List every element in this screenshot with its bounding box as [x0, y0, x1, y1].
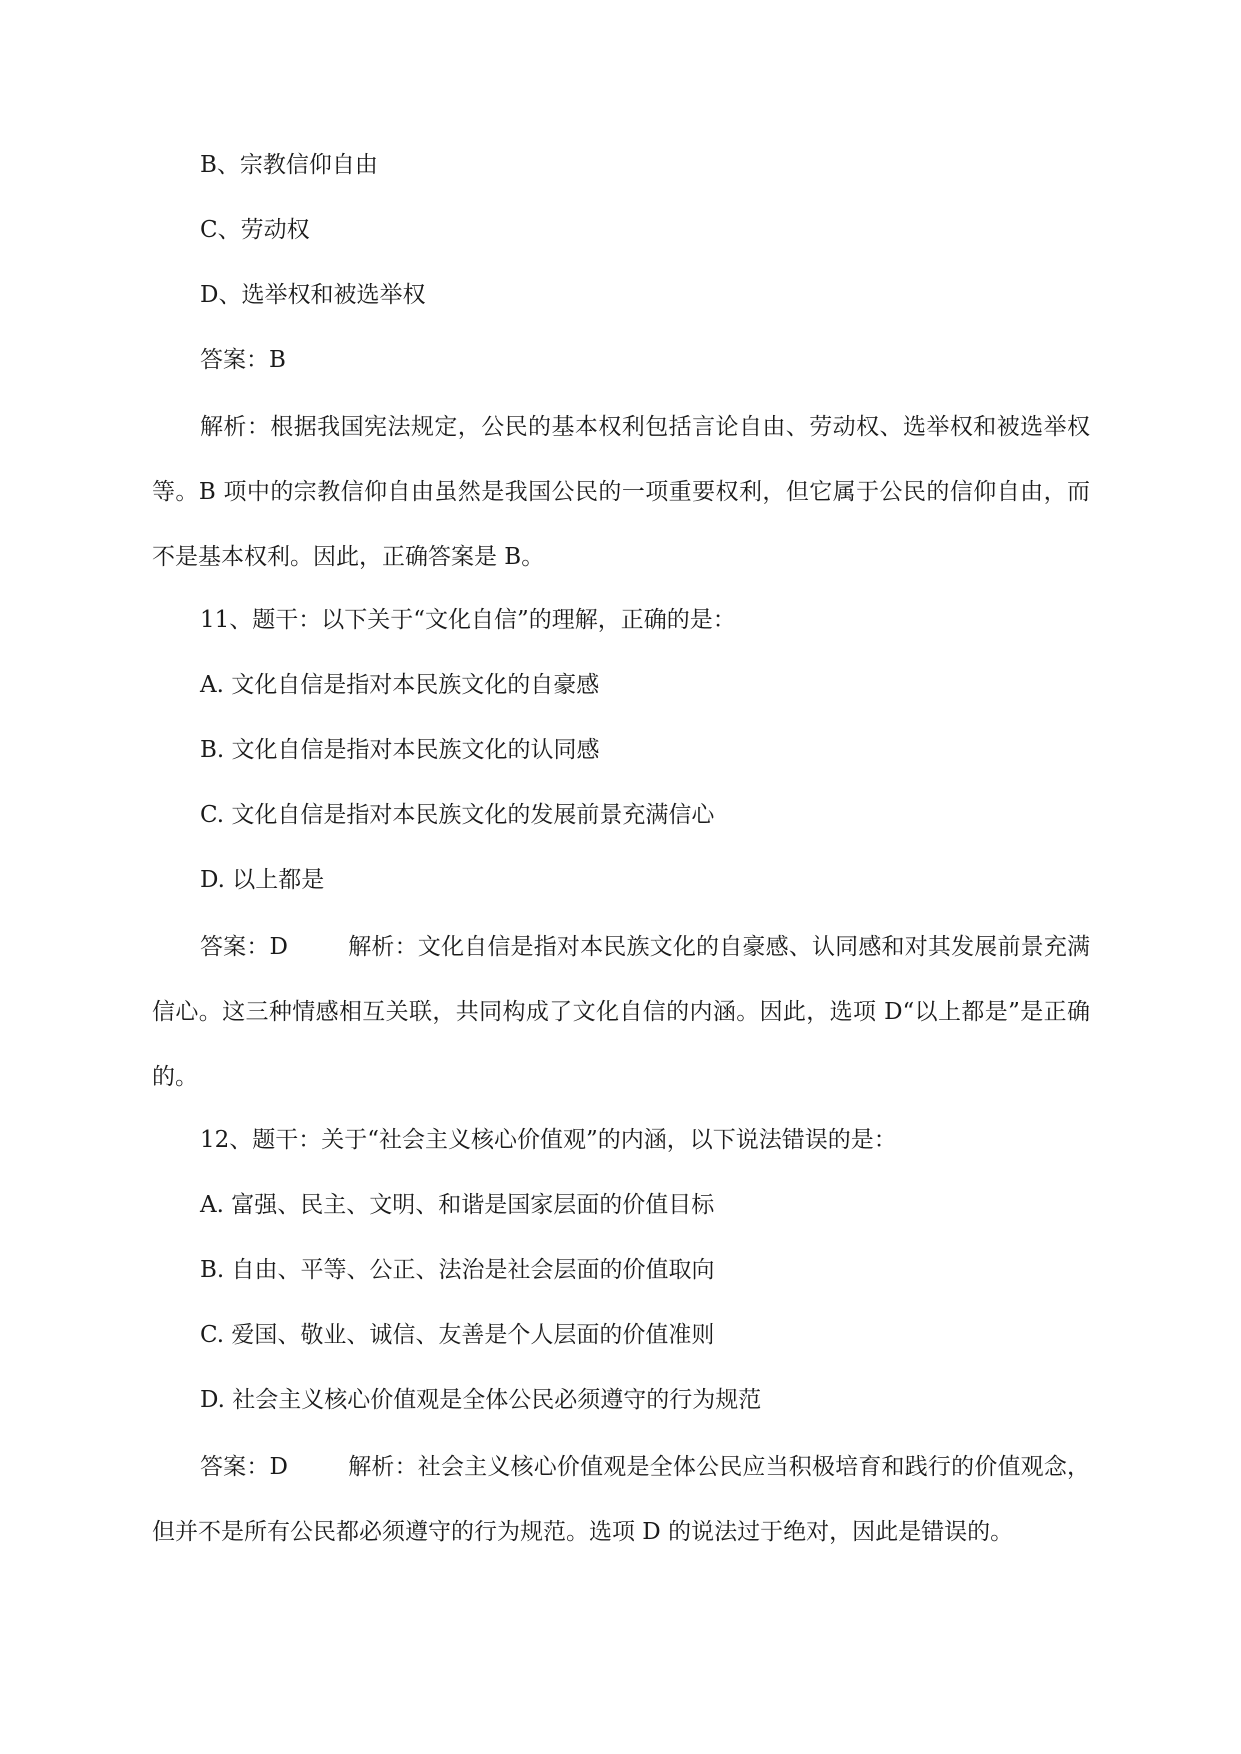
- q12-answer-block: [152, 1435, 1090, 1565]
- q12-analysis: 解析：社会主义核心价值观是全体公民应当积极培育和践行的价值观念，但并不是所有公民都必须遵守的行为规范。选项 D 的说法过于绝对，因此是错误的。: [152, 1454, 1091, 1545]
- q10-answer: 答案：B: [200, 347, 286, 373]
- q11-option-c: C. 文化自信是指对本民族文化的发展前景充满信心: [200, 802, 715, 828]
- q12-option-a: A. 富强、民主、文明、和谐是国家层面的价值目标: [200, 1192, 715, 1218]
- q10-option-d: D、选举权和被选举权: [200, 282, 426, 308]
- q12-answer: 答案：D: [200, 1454, 289, 1480]
- q11-analysis: 解析：文化自信是指对本民族文化的自豪感、认同感和对其发展前景充满信心。这三种情感相互关联，共同构成了文化自信的内涵。因此，选项 D“以上都是”是正确的。: [152, 934, 1091, 1090]
- q12-stem: 12、题干：关于“社会主义核心价值观”的内涵，以下说法错误的是：: [200, 1127, 897, 1153]
- q11-option-d: D. 以上都是: [200, 867, 325, 893]
- q10-option-b: B、宗教信仰自由: [200, 152, 378, 178]
- q11-stem: 11、题干：以下关于“文化自信”的理解，正确的是：: [200, 607, 736, 633]
- q12-option-b: B. 自由、平等、公正、法治是社会层面的价值取向: [200, 1257, 715, 1283]
- q11-answer-block: [152, 915, 1090, 1110]
- q12-option-c: C. 爱国、敬业、诚信、友善是个人层面的价值准则: [200, 1322, 715, 1348]
- q10-analysis: 解析：根据我国宪法规定，公民的基本权利包括言论自由、劳动权、选举权和被选举权等。B 项中的宗教信仰自由虽然是我国公民的一项重要权利，但它属于公民的信仰自由，而不是基本权利。因此，正确答案是 B。: [152, 414, 1090, 570]
- q11-answer: 答案：D: [200, 934, 289, 960]
- q11-option-a: A. 文化自信是指对本民族文化的自豪感: [200, 672, 600, 698]
- q10-option-c: C、劳动权: [200, 217, 310, 243]
- q12-option-d: D. 社会主义核心价值观是全体公民必须遵守的行为规范: [200, 1387, 762, 1413]
- q11-option-b: B. 文化自信是指对本民族文化的认同感: [200, 737, 600, 763]
